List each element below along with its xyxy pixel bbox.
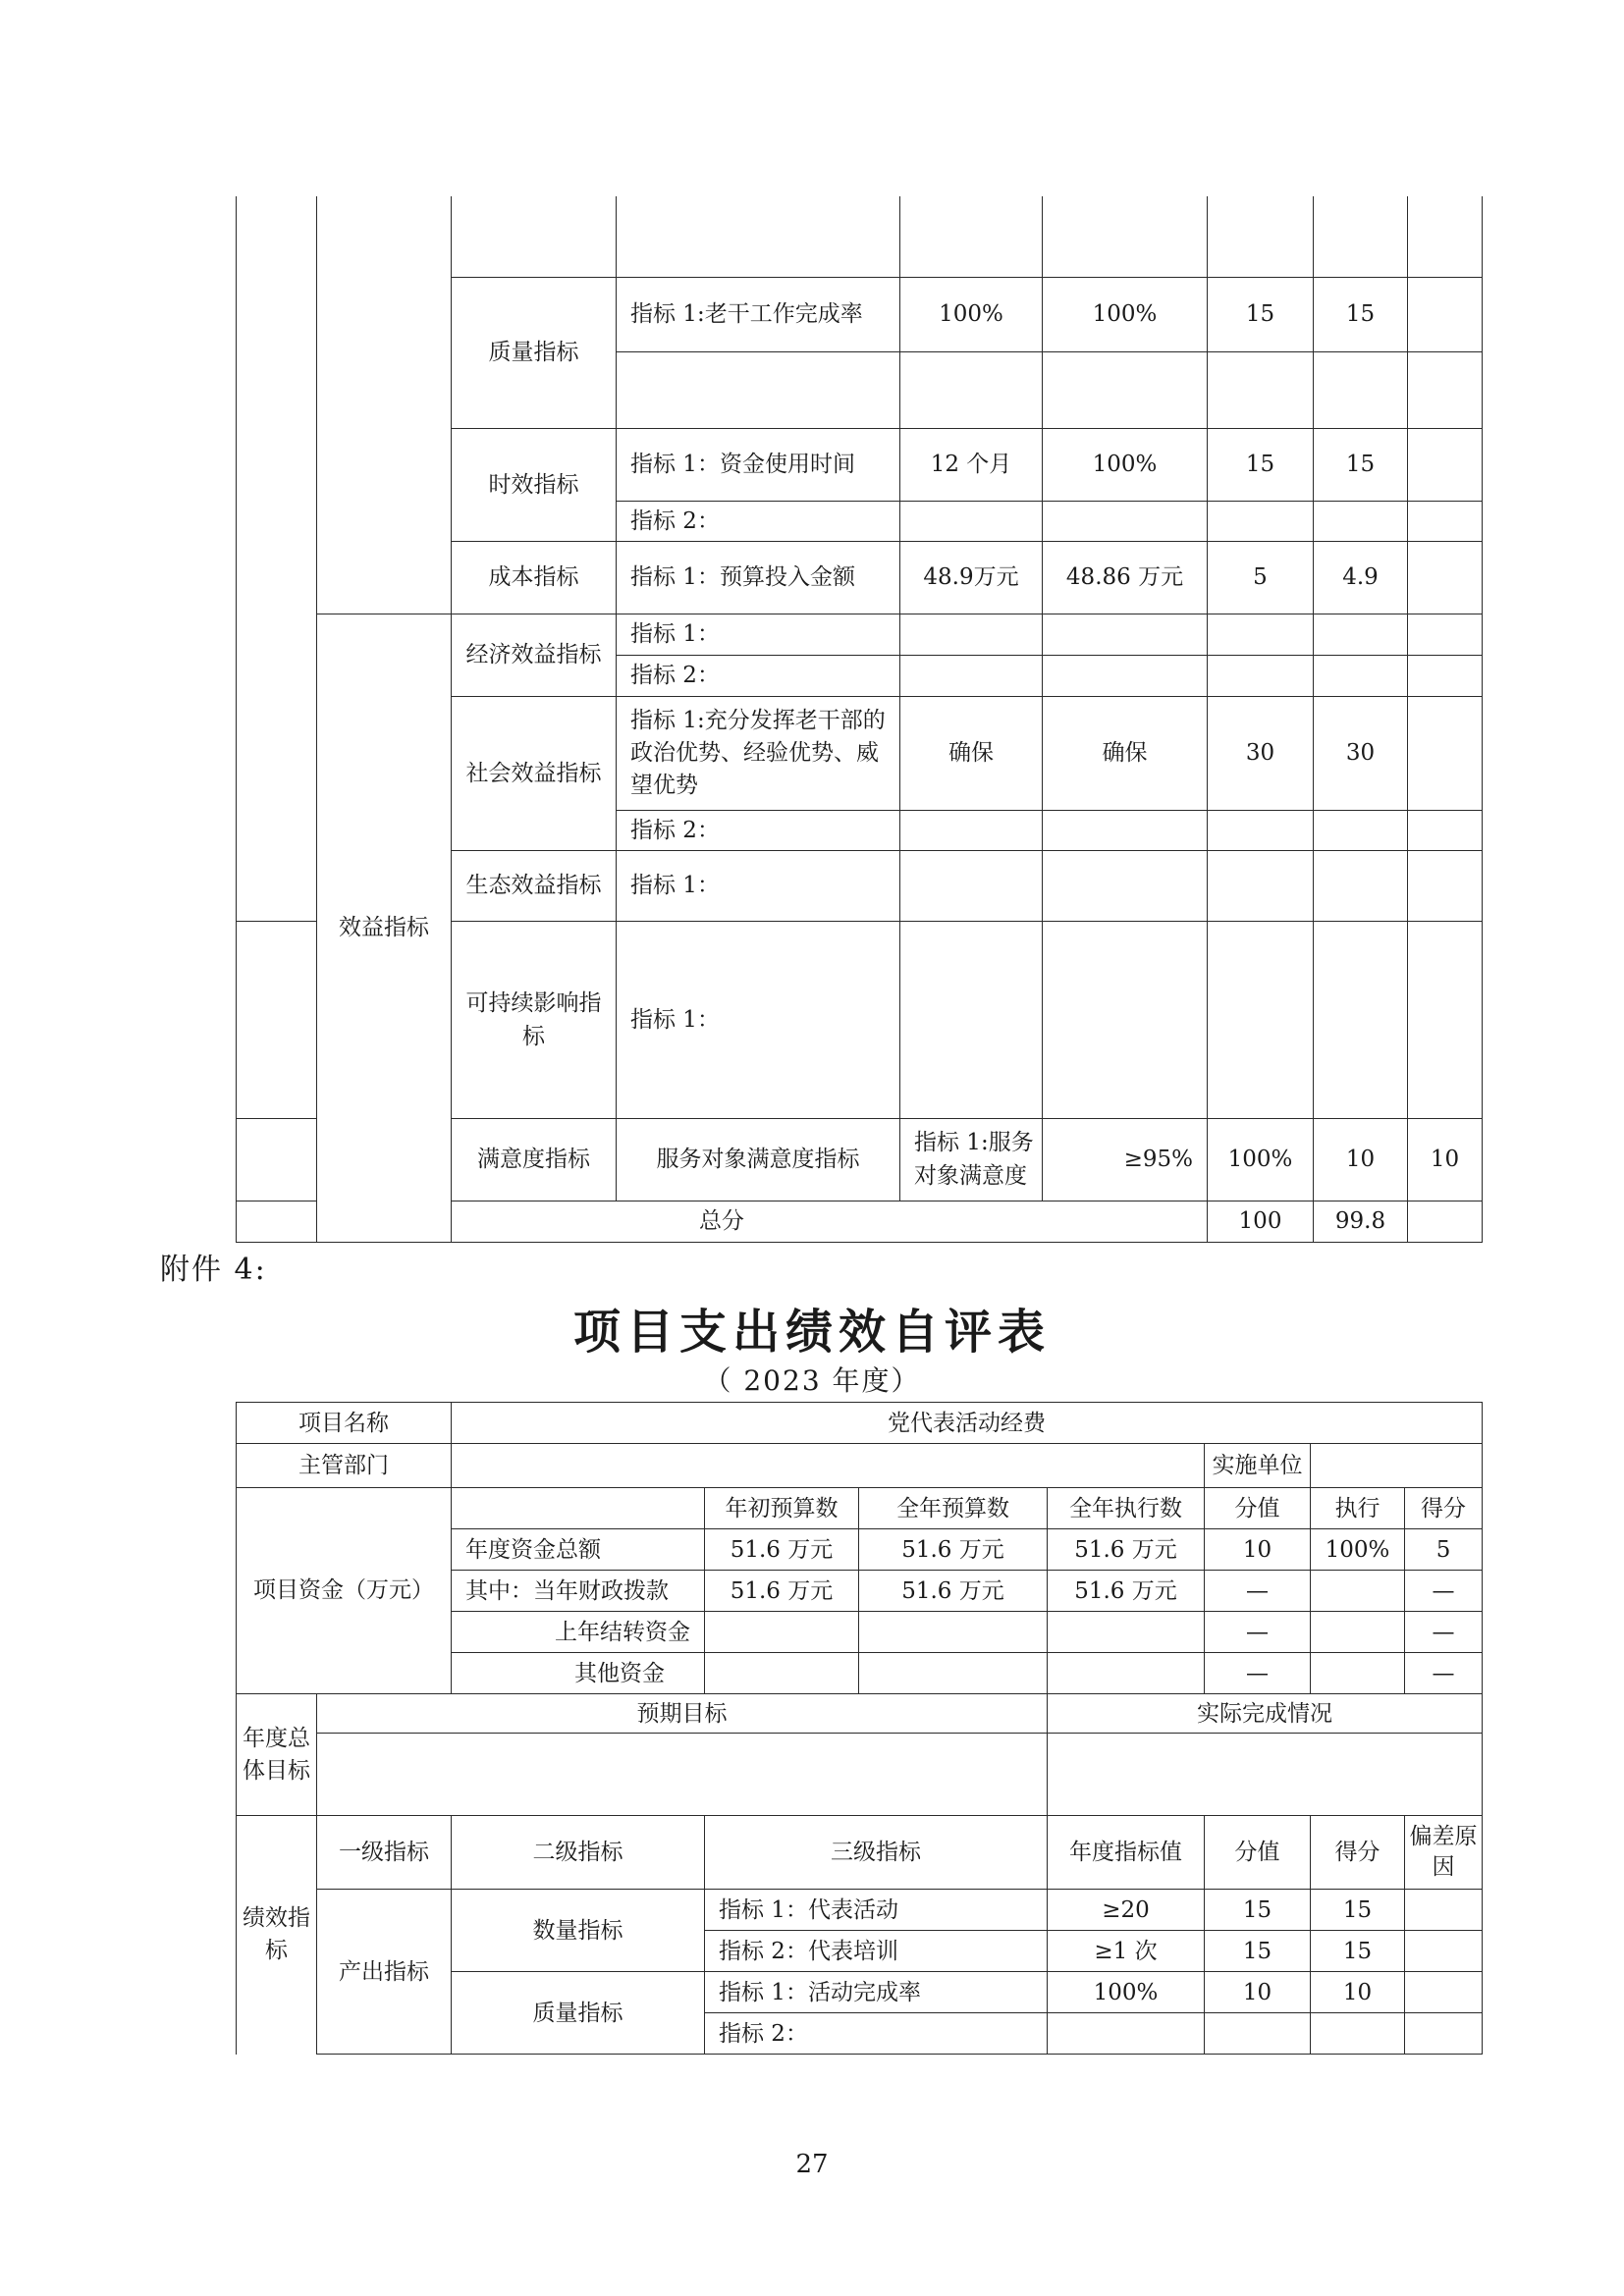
blank-cell bbox=[1208, 614, 1314, 655]
row-other-label: 其他资金 bbox=[452, 1653, 705, 1694]
blank-cell bbox=[1314, 614, 1408, 655]
blank-cell bbox=[1314, 921, 1408, 1118]
blank-cell bbox=[1314, 501, 1408, 541]
project-name-label: 项目名称 bbox=[237, 1403, 452, 1444]
social-target: 确保 bbox=[900, 696, 1043, 810]
quality-ind1-score: 10 bbox=[1205, 1972, 1311, 2013]
blank-cell bbox=[1408, 921, 1483, 1118]
blank-cell bbox=[617, 196, 900, 277]
quantity-ind1-target: ≥20 bbox=[1048, 1890, 1205, 1931]
blank-cell bbox=[617, 351, 900, 428]
row-other-exec bbox=[1048, 1653, 1205, 1694]
impl-unit-value bbox=[1311, 1444, 1483, 1488]
header-level3: 三级指标 bbox=[705, 1816, 1048, 1890]
output-indicator-cell bbox=[317, 196, 452, 614]
row-other-exec-rate bbox=[1311, 1653, 1405, 1694]
quantity-ind1-got: 15 bbox=[1311, 1890, 1405, 1931]
blank-cell bbox=[900, 810, 1043, 850]
annual-goal-label: 年度总体目标 bbox=[237, 1694, 317, 1816]
row-other-full bbox=[859, 1653, 1048, 1694]
social-benefit-label: 社会效益指标 bbox=[452, 696, 617, 850]
row-carry-got: — bbox=[1405, 1612, 1483, 1653]
blank-cell bbox=[1408, 501, 1483, 541]
quality-indicator-label: 质量指标 bbox=[452, 277, 617, 428]
row-carry-full bbox=[859, 1612, 1048, 1653]
social-indicator-2: 指标 2： bbox=[617, 810, 900, 850]
row-total-exec: 51.6 万元 bbox=[1048, 1529, 1205, 1571]
benefit-indicator-label: 效益指标 bbox=[317, 614, 452, 1242]
quality-ind1-got: 10 bbox=[1311, 1972, 1405, 2013]
col-got: 得分 bbox=[1405, 1488, 1483, 1529]
cost-actual: 48.86 万元 bbox=[1043, 541, 1208, 614]
quality-deviation bbox=[1408, 277, 1483, 351]
sustain-label: 可持续影响指标 bbox=[452, 921, 617, 1118]
row-carry-exec bbox=[1048, 1612, 1205, 1653]
col-full-exec: 全年执行数 bbox=[1048, 1488, 1205, 1529]
satisfaction-target: ≥95% bbox=[1043, 1118, 1208, 1201]
funds-label: 项目资金（万元） bbox=[237, 1488, 452, 1694]
blank-cell bbox=[1408, 614, 1483, 655]
col-full-budget: 全年预算数 bbox=[859, 1488, 1048, 1529]
blank-level2-cell bbox=[452, 196, 617, 277]
page-title: 项目支出绩效自评表 bbox=[572, 1305, 1051, 1360]
quantity-indicator-1: 指标 1：代表活动 bbox=[705, 1890, 1048, 1931]
goal-expected-value bbox=[317, 1734, 1048, 1816]
row-fiscal-got: — bbox=[1405, 1571, 1483, 1612]
blank-cell bbox=[1208, 921, 1314, 1118]
time-target: 12 个月 bbox=[900, 428, 1043, 501]
quality-indicator-1-2: 指标 1：活动完成率 bbox=[705, 1972, 1048, 2013]
total-deviation bbox=[1408, 1201, 1483, 1242]
blank-level0-cell bbox=[237, 921, 317, 1118]
blank-cell bbox=[1408, 850, 1483, 921]
quantity-ind2-deviation bbox=[1405, 1931, 1483, 1972]
page-subtitle: （ 2023 年度） bbox=[703, 1364, 921, 1397]
blank-cell bbox=[1043, 850, 1208, 921]
time-indicator-2: 指标 2： bbox=[617, 501, 900, 541]
blank-cell bbox=[1311, 2013, 1405, 2055]
row-other-initial bbox=[705, 1653, 859, 1694]
quality-target: 100% bbox=[900, 277, 1043, 351]
blank-level0-cell bbox=[237, 196, 317, 921]
time-actual: 100% bbox=[1043, 428, 1208, 501]
blank-cell bbox=[1048, 2013, 1205, 2055]
quality-ind1-target: 100% bbox=[1048, 1972, 1205, 2013]
eco-indicator-1: 指标 1： bbox=[617, 850, 900, 921]
blank-cell bbox=[1208, 810, 1314, 850]
blank-cell bbox=[1408, 351, 1483, 428]
quantity-indicator-label: 数量指标 bbox=[452, 1890, 705, 1972]
blank-cell bbox=[1405, 2013, 1483, 2055]
blank-cell bbox=[900, 921, 1043, 1118]
quality-score: 15 bbox=[1208, 277, 1314, 351]
quality-actual: 100% bbox=[1043, 277, 1208, 351]
blank-cell bbox=[1208, 850, 1314, 921]
blank-cell bbox=[1208, 351, 1314, 428]
social-score: 30 bbox=[1208, 696, 1314, 810]
row-fiscal-full: 51.6 万元 bbox=[859, 1571, 1048, 1612]
total-got: 99.8 bbox=[1314, 1201, 1408, 1242]
header-score: 分值 bbox=[1205, 1816, 1311, 1890]
social-deviation bbox=[1408, 696, 1483, 810]
satisfaction-got: 10 bbox=[1408, 1118, 1483, 1201]
page-number: 27 bbox=[795, 2150, 829, 2179]
cost-got: 4.9 bbox=[1314, 541, 1408, 614]
satisfaction-indicator-1: 指标 1:服务对象满意度 bbox=[900, 1118, 1043, 1201]
row-fiscal-label: 其中：当年财政拨款 bbox=[452, 1571, 705, 1612]
time-deviation bbox=[1408, 428, 1483, 501]
blank-cell bbox=[1043, 351, 1208, 428]
col-score: 分值 bbox=[1205, 1488, 1311, 1529]
row-total-got: 5 bbox=[1405, 1529, 1483, 1571]
time-indicator-label: 时效指标 bbox=[452, 428, 617, 541]
header-level1: 一级指标 bbox=[317, 1816, 452, 1890]
goal-actual-value bbox=[1048, 1734, 1483, 1816]
blank-cell bbox=[1208, 655, 1314, 696]
row-carry-exec-rate bbox=[1311, 1612, 1405, 1653]
header-got: 得分 bbox=[1311, 1816, 1405, 1890]
blank-cell bbox=[1205, 2013, 1311, 2055]
col-initial-budget: 年初预算数 bbox=[705, 1488, 859, 1529]
blank-cell bbox=[900, 850, 1043, 921]
blank-cell bbox=[1208, 196, 1314, 277]
blank-cell bbox=[1043, 810, 1208, 850]
goal-expected-label: 预期目标 bbox=[317, 1694, 1048, 1734]
col-exec: 执行 bbox=[1311, 1488, 1405, 1529]
eco-benefit-label: 生态效益指标 bbox=[452, 850, 617, 921]
row-total-score: 10 bbox=[1205, 1529, 1311, 1571]
performance-table-continued bbox=[236, 196, 1483, 1243]
row-fiscal-score: — bbox=[1205, 1571, 1311, 1612]
attachment-label: 附件 4: bbox=[160, 1253, 267, 1287]
dept-label: 主管部门 bbox=[237, 1444, 452, 1488]
quantity-ind1-deviation bbox=[1405, 1890, 1483, 1931]
blank-cell bbox=[900, 196, 1043, 277]
blank-cell bbox=[1043, 196, 1208, 277]
row-total-label: 年度资金总额 bbox=[452, 1529, 705, 1571]
satisfaction-label: 满意度指标 bbox=[452, 1118, 617, 1201]
blank-cell bbox=[900, 501, 1043, 541]
blank-cell bbox=[900, 614, 1043, 655]
funds-header-blank bbox=[452, 1488, 705, 1529]
quality-indicator-1: 指标 1:老干工作完成率 bbox=[617, 277, 900, 351]
quantity-ind2-target: ≥1 次 bbox=[1048, 1931, 1205, 1972]
satisfaction-actual: 100% bbox=[1208, 1118, 1314, 1201]
time-score: 15 bbox=[1208, 428, 1314, 501]
quantity-ind1-score: 15 bbox=[1205, 1890, 1311, 1931]
econ-benefit-label: 经济效益指标 bbox=[452, 614, 617, 696]
social-actual: 确保 bbox=[1043, 696, 1208, 810]
blank-cell bbox=[1408, 810, 1483, 850]
project-name-value: 党代表活动经费 bbox=[452, 1403, 1483, 1444]
blank-cell bbox=[1043, 921, 1208, 1118]
blank-cell bbox=[1314, 810, 1408, 850]
total-score: 100 bbox=[1208, 1201, 1314, 1242]
row-carry-initial bbox=[705, 1612, 859, 1653]
quality-ind1-deviation bbox=[1405, 1972, 1483, 2013]
blank-level0-cell bbox=[237, 1118, 317, 1201]
output-indicator-label: 产出指标 bbox=[317, 1890, 452, 2055]
cost-indicator-1: 指标 1：预算投入金额 bbox=[617, 541, 900, 614]
header-target: 年度指标值 bbox=[1048, 1816, 1205, 1890]
blank-cell bbox=[1408, 196, 1483, 277]
total-label: 总分 bbox=[237, 1201, 1208, 1242]
cost-score: 5 bbox=[1208, 541, 1314, 614]
social-got: 30 bbox=[1314, 696, 1408, 810]
dept-value bbox=[452, 1444, 1205, 1488]
blank-cell bbox=[1314, 196, 1408, 277]
blank-cell bbox=[1408, 655, 1483, 696]
social-indicator-1: 指标 1:充分发挥老干部的政治优势、经验优势、威望优势 bbox=[617, 696, 900, 810]
cost-deviation bbox=[1408, 541, 1483, 614]
header-level2: 二级指标 bbox=[452, 1816, 705, 1890]
row-total-exec-rate: 100% bbox=[1311, 1529, 1405, 1571]
blank-cell bbox=[1043, 614, 1208, 655]
quantity-ind2-score: 15 bbox=[1205, 1931, 1311, 1972]
row-total-initial: 51.6 万元 bbox=[705, 1529, 859, 1571]
satisfaction-score: 10 bbox=[1314, 1118, 1408, 1201]
econ-indicator-2: 指标 2： bbox=[617, 655, 900, 696]
quantity-indicator-2: 指标 2：代表培训 bbox=[705, 1931, 1048, 1972]
row-other-got: — bbox=[1405, 1653, 1483, 1694]
cost-indicator-label: 成本指标 bbox=[452, 541, 617, 614]
goal-actual-label: 实际完成情况 bbox=[1048, 1694, 1483, 1734]
project-self-evaluation-table bbox=[236, 1402, 1483, 2055]
blank-cell bbox=[1208, 501, 1314, 541]
satisfaction-sub-label: 服务对象满意度指标 bbox=[617, 1118, 900, 1201]
quantity-ind2-got: 15 bbox=[1311, 1931, 1405, 1972]
row-fiscal-initial: 51.6 万元 bbox=[705, 1571, 859, 1612]
blank-cell bbox=[900, 351, 1043, 428]
blank-cell bbox=[1043, 501, 1208, 541]
quality-indicator-2-2: 指标 2： bbox=[705, 2013, 1048, 2055]
impl-unit-label: 实施单位 bbox=[1205, 1444, 1311, 1488]
perf-indicator-label: 绩效指标 bbox=[237, 1816, 317, 2055]
row-carry-label: 上年结转资金 bbox=[452, 1612, 705, 1653]
row-total-full: 51.6 万元 bbox=[859, 1529, 1048, 1571]
time-got: 15 bbox=[1314, 428, 1408, 501]
sustain-indicator-1: 指标 1： bbox=[617, 921, 900, 1118]
blank-cell bbox=[1043, 655, 1208, 696]
econ-indicator-1: 指标 1： bbox=[617, 614, 900, 655]
cost-target: 48.9万元 bbox=[900, 541, 1043, 614]
time-indicator-1: 指标 1：资金使用时间 bbox=[617, 428, 900, 501]
blank-cell bbox=[900, 655, 1043, 696]
row-fiscal-exec: 51.6 万元 bbox=[1048, 1571, 1205, 1612]
quality-got: 15 bbox=[1314, 277, 1408, 351]
blank-cell bbox=[1314, 655, 1408, 696]
row-fiscal-exec-rate bbox=[1311, 1571, 1405, 1612]
row-other-score: — bbox=[1205, 1653, 1311, 1694]
header-deviation: 偏差原因 bbox=[1405, 1816, 1483, 1890]
blank-cell bbox=[1314, 850, 1408, 921]
blank-cell bbox=[1314, 351, 1408, 428]
quality-indicator-label-2: 质量指标 bbox=[452, 1972, 705, 2055]
row-carry-score: — bbox=[1205, 1612, 1311, 1653]
